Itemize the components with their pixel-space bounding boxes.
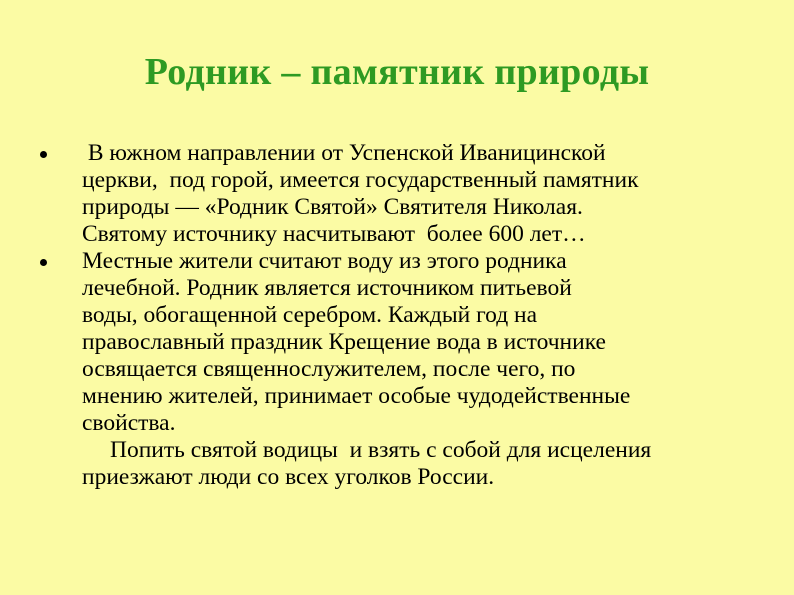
bullet-1-line-3: природы — «Родник Святой» Святителя Николая.	[82, 194, 583, 220]
bullet-item-2	[40, 248, 770, 491]
bullet-item-1	[40, 140, 770, 248]
bullet-2-line-5: освящается священнослужителем, после чего, по	[82, 356, 576, 382]
bullet-2-continuation-2: приезжают люди со всех уголков России.	[82, 464, 495, 490]
bullet-dot-icon	[40, 259, 47, 266]
bullet-list	[40, 140, 770, 491]
bullet-1-line-1: В южном направлении от Успенской Иваницинской	[82, 140, 606, 166]
slide-title: Родник – памятник природы	[144, 51, 650, 93]
bullet-2-line-1: Местные жители считают воду из этого родника	[82, 248, 567, 274]
bullet-1-line-4: Святому источнику насчитывают более 600 лет…	[82, 221, 586, 247]
bullet-2-line-6: мнению жителей, принимает особые чудодейственные	[82, 383, 631, 409]
bullet-2-line-3: воды, обогащенной серебром. Каждый год на	[82, 302, 538, 328]
bullet-2-line-7: свойства.	[82, 410, 176, 436]
bullet-2-line-4: православный праздник Крещение вода в источнике	[82, 329, 606, 355]
bullet-1-line-2: церкви, под горой, имеется государственный памятник	[82, 167, 639, 193]
bullet-2-line-2: лечебной. Родник является источником питьевой	[82, 275, 572, 301]
bullet-dot-icon	[40, 151, 47, 158]
bullet-2-continuation-1: Попить святой водицы и взять с собой для исцеления	[110, 437, 652, 463]
